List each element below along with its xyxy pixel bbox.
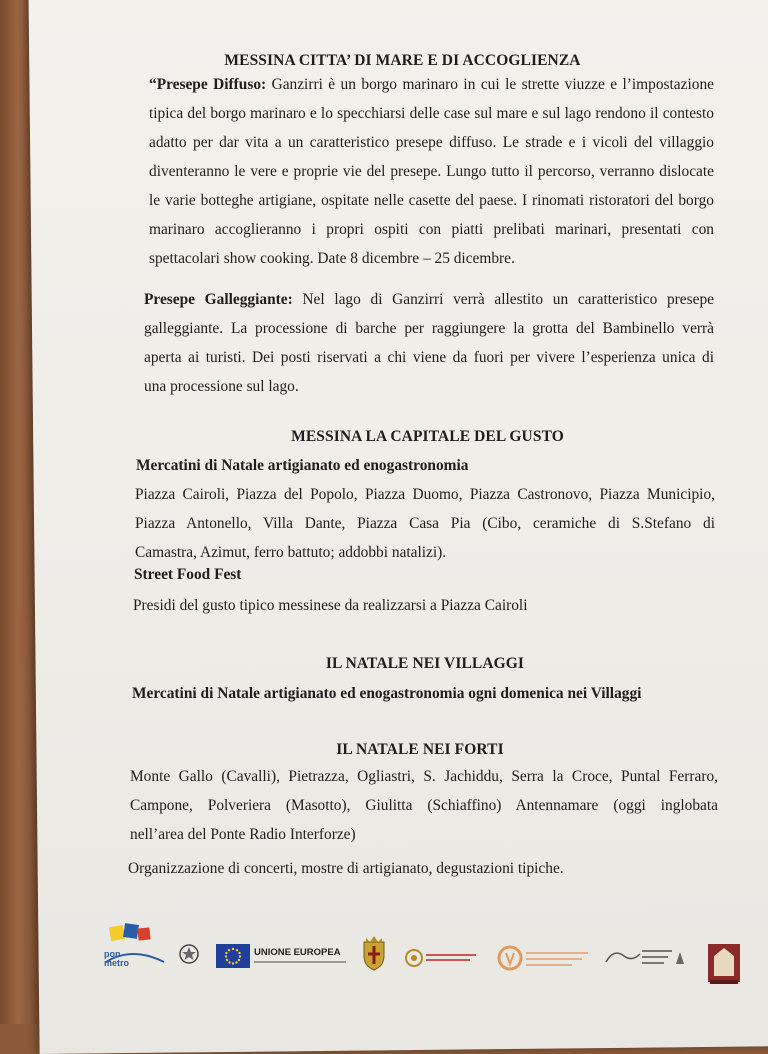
lead-presepe-galleggiante: Presepe Galleggiante: bbox=[144, 291, 293, 308]
paragraph-presepe-galleggiante bbox=[144, 285, 714, 401]
eu-subtext-line bbox=[254, 961, 346, 963]
text-villaggi: Mercatini di Natale artigianato ed enogastronomia ogni domenica nei Villaggi bbox=[132, 685, 642, 702]
section-title-gusto: MESSINA LA CAPITALE DEL GUSTO bbox=[291, 428, 564, 445]
repubblica-emblem-icon bbox=[178, 942, 200, 966]
pon-metro-logo bbox=[102, 922, 168, 972]
lead-presepe-diffuso: “Presepe Diffuso: bbox=[149, 76, 267, 93]
text-organizzazione: Organizzazione di concerti, mostre di artigianato, degustazioni tipiche. bbox=[128, 860, 564, 877]
text-line: spettacolari show cooking. Date 8 dicembre – 25 dicembre. bbox=[149, 250, 515, 267]
text-line: Piazza Cairoli, Piazza del Popolo, Piazza Duomo, Piazza Castronovo, Piazza Municipio, bbox=[135, 486, 715, 503]
duomo-messina-logo bbox=[706, 938, 742, 988]
paragraph-presepe-diffuso bbox=[149, 70, 714, 273]
text-line: aperta ai turisti. Dei posti riservati a chi viene da fuori per vivere l’esperienza unica di bbox=[144, 349, 714, 366]
text-line: Monte Gallo (Cavalli), Pietrazza, Ogliastri, S. Jachiddu, Serra la Croce, Puntal Ferraro, bbox=[130, 768, 718, 785]
eu-label: UNIONE EUROPEA bbox=[254, 947, 341, 958]
citta-metropolitana-logo bbox=[602, 942, 692, 974]
subheading-street-food: Street Food Fest bbox=[134, 566, 242, 583]
text-line: diventeranno le vere e proprie vie del presepe. Lungo tutto il percorso, verranno dislocate bbox=[149, 163, 714, 180]
section-title-villaggi: IL NATALE NEI VILLAGGI bbox=[325, 655, 525, 672]
paragraph-forti bbox=[130, 762, 718, 849]
text-line: adatto per dar vita a un caratteristico presepe diffuso. Le strade e i vicoli del villaggio bbox=[149, 134, 714, 151]
text-line: le varie botteghe artigiane, ospitate nelle casette del paese. I rinomati ristoratori del borgo bbox=[149, 192, 714, 209]
footer-logos bbox=[0, 920, 768, 1000]
pon-metro-text: pon metro bbox=[104, 949, 130, 968]
text-line: tipica del borgo marinaro e lo specchiarsi delle case sul mare e sul lago rendono il contesto bbox=[149, 105, 714, 122]
text-line: una processione sul lago. bbox=[144, 378, 299, 395]
text-line: galleggiante. La processione di barche per raggiungere la grotta del Bambinello verrà bbox=[144, 320, 714, 337]
camera-commercio-logo bbox=[404, 946, 480, 970]
text-street-food: Presidi del gusto tipico messinese da realizzarsi a Piazza Cairoli bbox=[133, 597, 528, 614]
section-title-mare: MESSINA CITTA’ DI MARE E DI ACCOGLIENZA bbox=[224, 52, 581, 69]
eu-flag-icon bbox=[216, 944, 250, 968]
text-line: Piazza Antonello, Villa Dante, Piazza Casa Pia (Cibo, ceramiche di S.Stefano di bbox=[135, 515, 715, 532]
conservatorio-logo bbox=[496, 944, 592, 972]
section-title-forti: IL NATALE NEI FORTI bbox=[336, 741, 504, 758]
text-line: Ganzirri è un borgo marinaro in cui le strette viuzze e l’impostazione bbox=[271, 76, 714, 93]
comune-messina-crest-icon bbox=[360, 934, 388, 974]
text-line: nell’area del Ponte Radio Interforze) bbox=[130, 826, 356, 843]
text-line: Nel lago di Ganzirri verrà allestito un caratteristico presepe bbox=[302, 291, 714, 308]
subheading-mercatini: Mercatini di Natale artigianato ed enogastronomia bbox=[136, 457, 469, 474]
paragraph-piazze bbox=[135, 480, 715, 567]
text-line: Campone, Polveriera (Masotto), Giulitta (Schiaffino) Antennamare (oggi inglobata bbox=[130, 797, 718, 814]
text-line: marinaro accoglieranno i propri ospiti con piatti prelibati marinari, presentati con bbox=[149, 221, 714, 238]
text-line: Camastra, Azimut, ferro battuto; addobbi natalizi). bbox=[135, 544, 447, 561]
